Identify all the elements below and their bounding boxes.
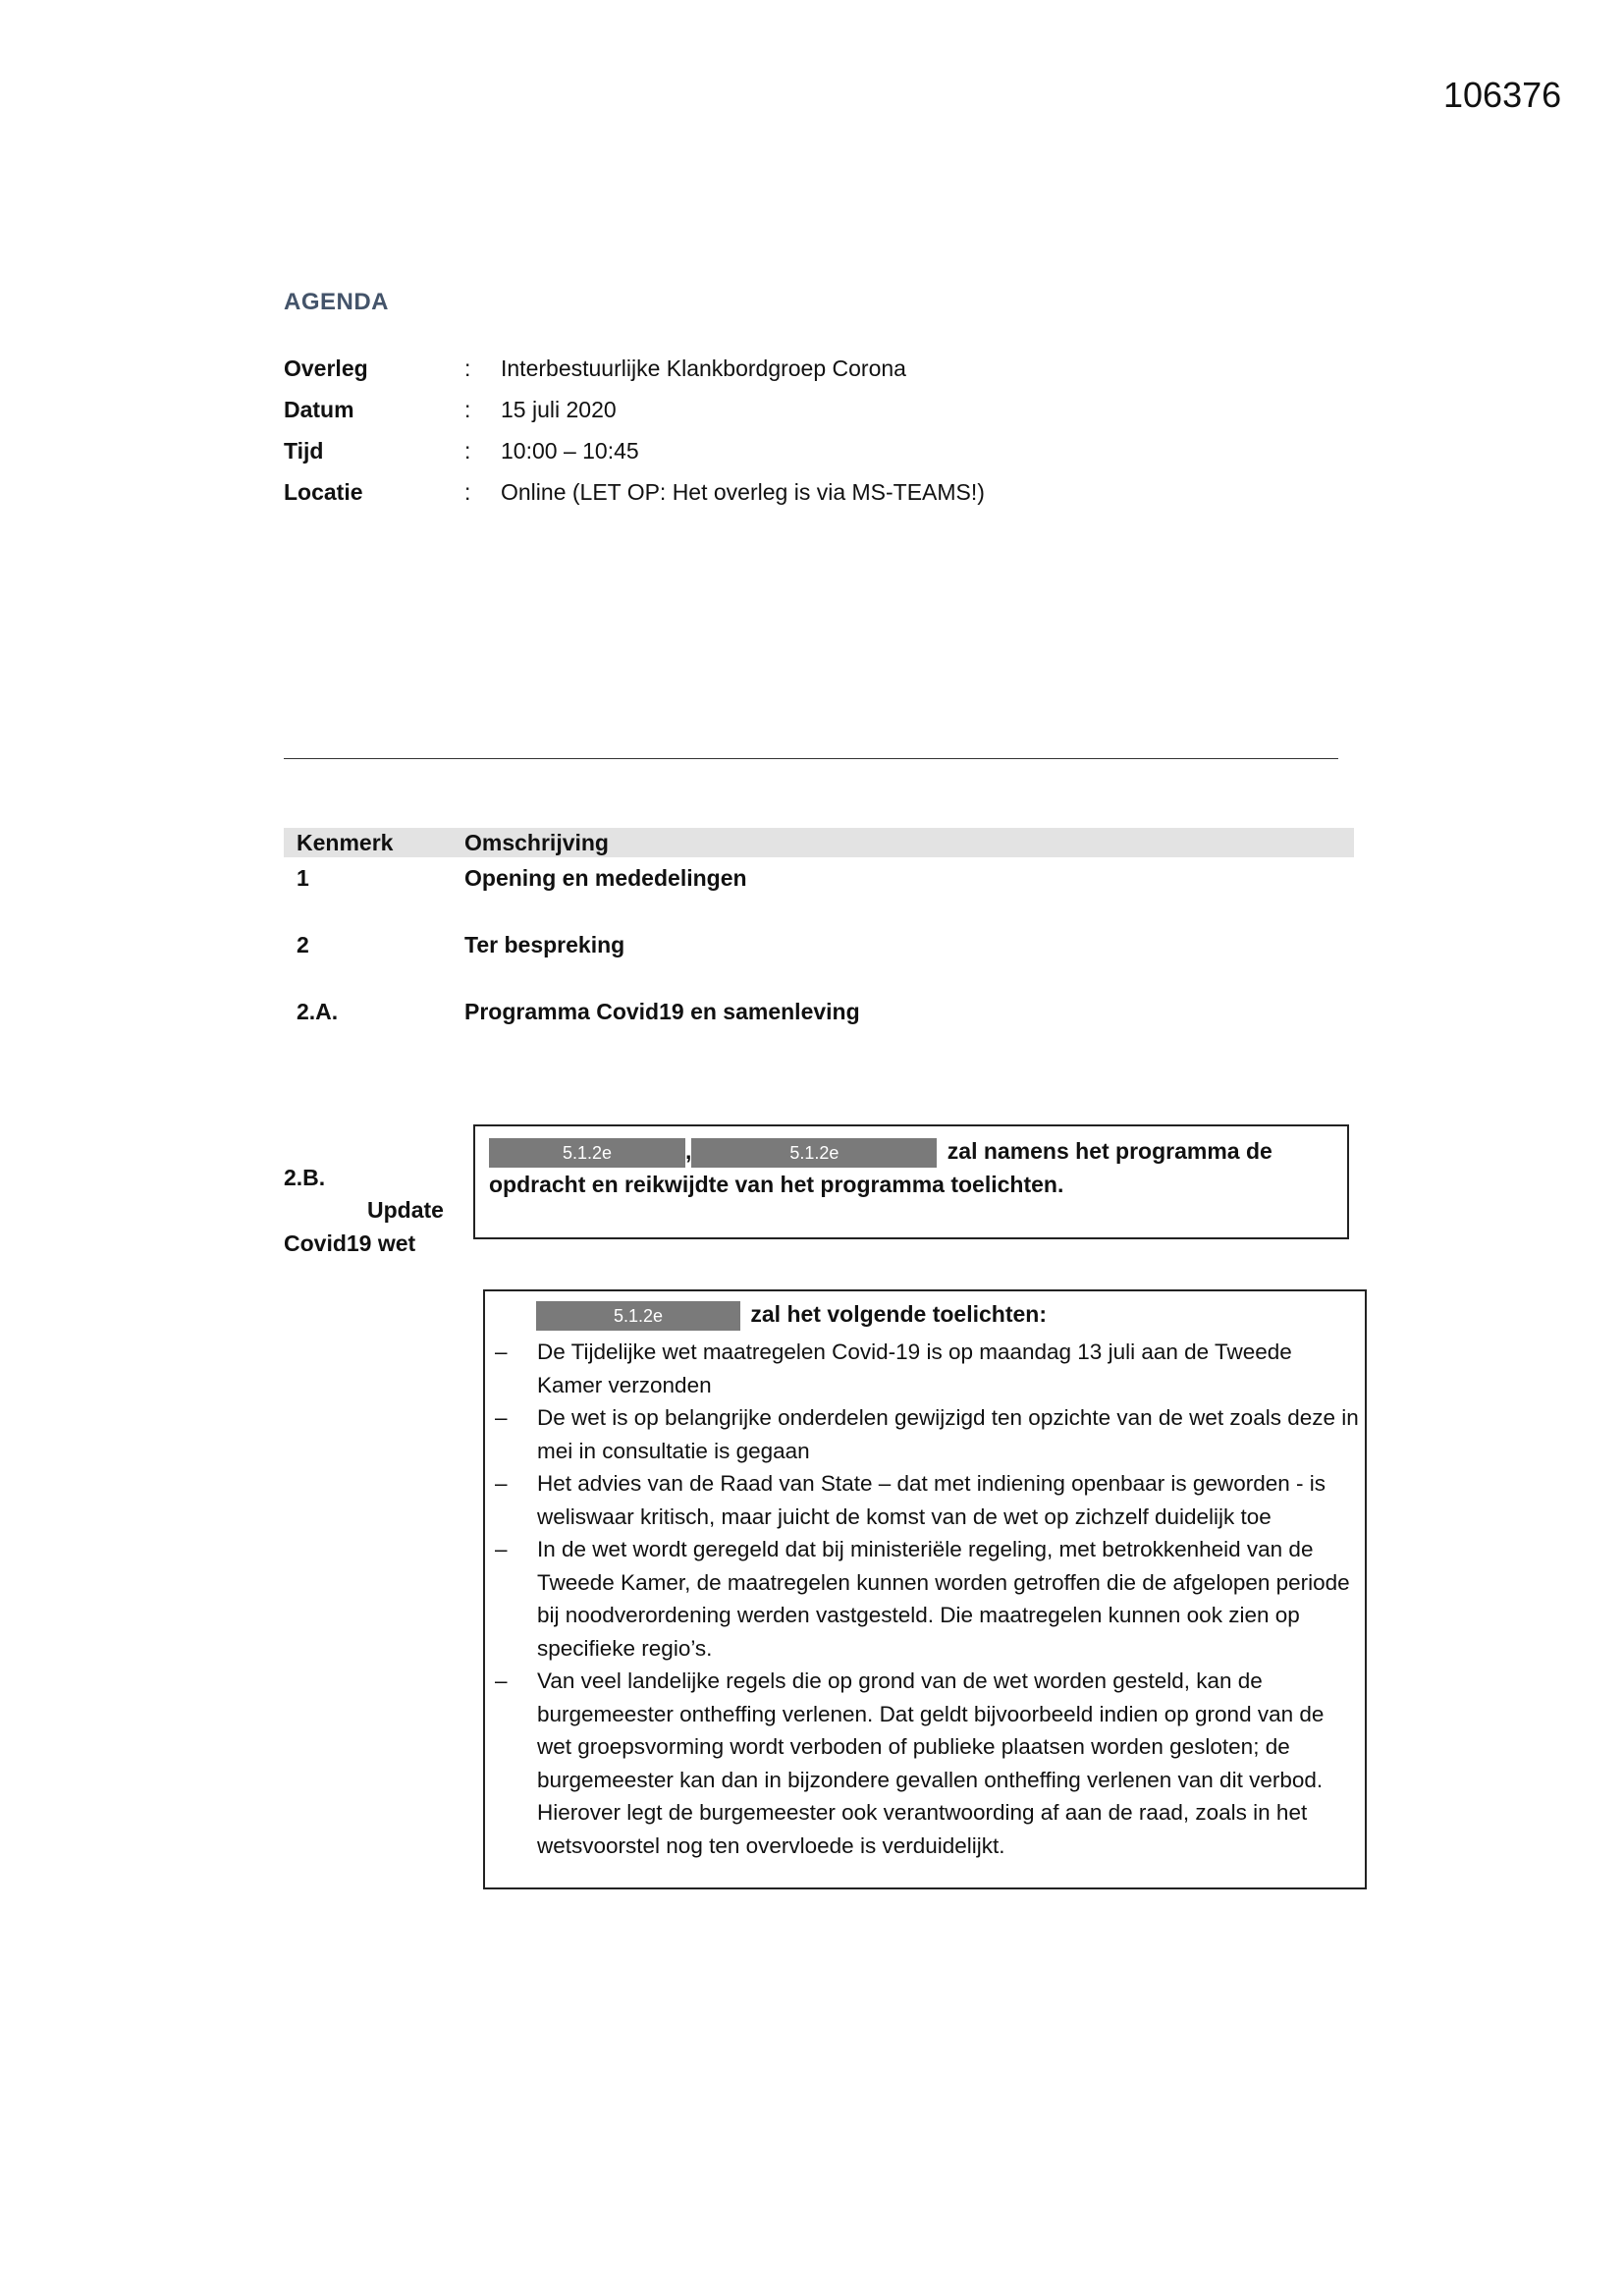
dash-bullet: – — [495, 1668, 508, 1693]
dash-bullet: – — [495, 1537, 508, 1561]
explanation-box — [483, 1289, 1367, 1889]
explanation-intro-line — [536, 1297, 1047, 1331]
meta-value: 10:00 – 10:45 — [501, 438, 639, 464]
meta-label: Datum — [284, 397, 354, 422]
redaction-block: 5.1.2e — [489, 1138, 685, 1168]
meta-value: Interbestuurlijke Klankbordgroep Corona — [501, 355, 906, 381]
header-kenmerk: Kenmerk — [297, 830, 394, 855]
document-number: 106376 — [1443, 75, 1562, 115]
item-2b-title-line1: Update — [367, 1197, 444, 1223]
separator: , — [685, 1138, 692, 1164]
list-item: – Van veel landelijke regels die op grond van de wet worden gesteld, kan de burgemeester ontheffing verlenen. Dat geldt bijvoorbeeld indien op grond van de wet groepsvorming wordt verboden of publieke plaatsen worden gesloten; de burgemeester kan dan in bijzondere gevallen ontheffing verlenen van dit verbod. Hierover legt de burgemeester ook verantwoording af aan de raad, zoals in het wetsvoorstel nog ten overvloede is verduidelijkt. — [495, 1665, 1359, 1862]
explanation-list — [495, 1336, 1359, 1862]
agenda-heading: AGENDA — [284, 289, 390, 315]
item-2b-id: 2.B. — [284, 1165, 326, 1190]
table-header — [284, 828, 1354, 857]
item-2b-title-line2: Covid19 wet — [284, 1230, 416, 1256]
speaker-line-1 — [489, 1134, 1272, 1168]
redaction-block: 5.1.2e — [536, 1301, 740, 1331]
meta-value: 15 juli 2020 — [501, 397, 617, 422]
meta-colon: : — [464, 438, 471, 464]
speaker-box — [473, 1124, 1349, 1239]
meta-label: Locatie — [284, 479, 363, 505]
row-text: Opening en mededelingen — [464, 865, 747, 891]
list-item: – De wet is op belangrijke onderdelen gewijzigd ten opzichte van de wet zoals deze in mei in consultatie is gegaan — [495, 1401, 1359, 1467]
row-id: 2.A. — [297, 999, 339, 1024]
row-id: 2 — [297, 932, 309, 957]
meta-colon: : — [464, 397, 471, 422]
meta-label: Overleg — [284, 355, 368, 381]
list-item: – De Tijdelijke wet maatregelen Covid-19 is op maandag 13 juli aan de Tweede Kamer verzonden — [495, 1336, 1359, 1401]
dash-bullet: – — [495, 1405, 508, 1430]
list-item: – In de wet wordt geregeld dat bij ministeriële regeling, met betrokkenheid van de Tweede Kamer, de maatregelen kunnen worden getroffen die de afgelopen periode bij noodverordening werden vastgesteld. Die maatregelen kunnen ook zien op specifieke regio’s. — [495, 1533, 1359, 1665]
redaction-block: 5.1.2e — [691, 1138, 937, 1168]
speaker-text-b: opdracht en reikwijdte van het programma toelichten. — [489, 1172, 1064, 1197]
row-id: 1 — [297, 865, 309, 891]
row-text: Programma Covid19 en samenleving — [464, 999, 860, 1024]
list-item: – Het advies van de Raad van State – dat met indiening openbaar is geworden - is weliswaar kritisch, maar juicht de komst van de wet op zichzelf duidelijk toe — [495, 1467, 1359, 1533]
meta-colon: : — [464, 479, 471, 505]
meta-label: Tijd — [284, 438, 324, 464]
meta-colon: : — [464, 355, 471, 381]
row-text: Ter bespreking — [464, 932, 625, 957]
meta-value: Online (LET OP: Het overleg is via MS-TEAMS!) — [501, 479, 985, 505]
speaker-text-a: zal namens het programma de — [947, 1138, 1272, 1164]
explanation-intro: zal het volgende toelichten: — [750, 1301, 1047, 1327]
dash-bullet: – — [495, 1339, 508, 1364]
header-omschrijving: Omschrijving — [464, 830, 609, 855]
dash-bullet: – — [495, 1471, 508, 1496]
divider — [284, 758, 1338, 759]
